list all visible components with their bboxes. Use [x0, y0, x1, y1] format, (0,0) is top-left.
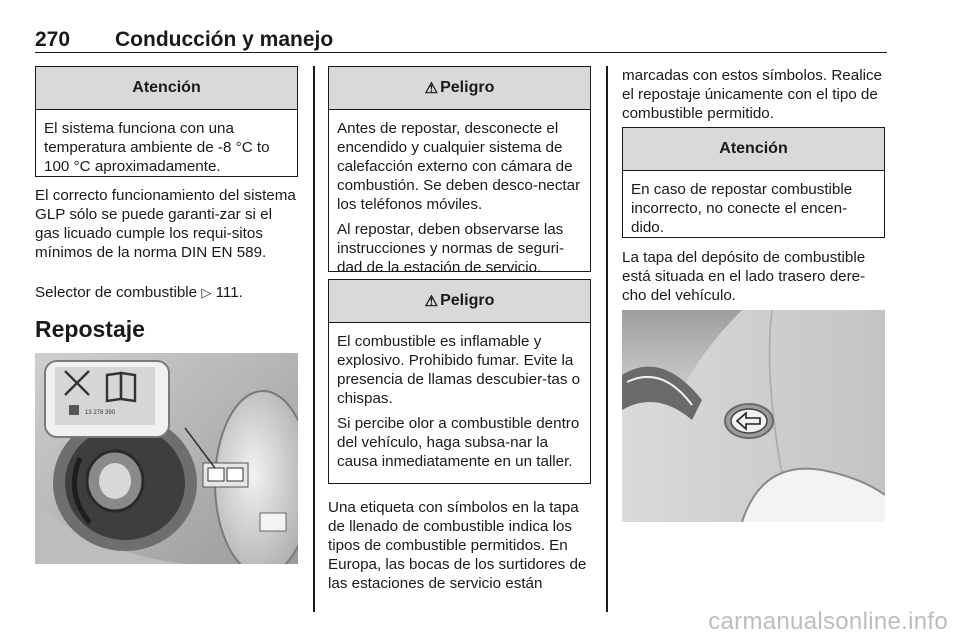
vehicle-rear-illustration: [622, 310, 885, 522]
paragraph: El correcto funcionamiento del sistema GLP sólo se puede garanti-zar si el gas licuado cumple los requi-sitos mínimos de la norma DIN EN 589.: [35, 187, 296, 261]
danger-title: ⚠ Peligro: [329, 67, 590, 110]
paragraph: marcadas con estos símbolos. Realice el repostaje únicamente con el tipo de combustible permitido.: [622, 67, 882, 122]
section-heading: Repostaje: [35, 316, 145, 342]
danger-text: Antes de repostar, desconecte el encendido y cualquier sistema de calefacción externo con cámara de combustión. Se deben desco-nectar los teléfonos móviles.: [337, 120, 581, 213]
danger-text: Si percibe olor a combustible dentro del vehículo, haga subsa-nar la causa inmediatamente en un taller.: [337, 415, 580, 470]
column-divider: [313, 66, 315, 612]
danger-box: [328, 66, 591, 276]
paragraph: Una etiqueta con símbolos en la tapa de llenado de combustible indica los tipos de combustible permitidos. En Europa, las bocas de los surtidores de las estaciones de servicio están: [328, 499, 587, 592]
label-code: 13 278 390: [85, 410, 116, 416]
cross-reference: [35, 283, 300, 302]
notice-title: Atención: [623, 128, 884, 171]
xref-text: Selector de combustible: [35, 284, 198, 301]
notice-box: [622, 127, 885, 238]
notice-box: [35, 66, 298, 177]
page-header: [35, 28, 887, 53]
notice-title: Atención: [36, 67, 297, 110]
warning-icon: ⚠: [424, 80, 439, 97]
warning-icon: ⚠: [424, 293, 439, 310]
notice-text: El sistema funciona con una temperatura ambiente de -8 °C to 100 °C aproximadamente.: [44, 120, 270, 175]
danger-box: [328, 279, 591, 484]
danger-title: ⚠ Peligro: [329, 280, 590, 323]
danger-text: Al repostar, deben observarse las instrucciones y normas de seguri-dad de la estación de servicio.: [337, 221, 565, 276]
fuel-filler-flap-illustration: [35, 353, 298, 564]
paragraph: La tapa del depósito de combustible está situada en el lado trasero dere-cho del vehículo.: [622, 249, 866, 304]
chapter-title: Conducción y manejo: [115, 28, 334, 51]
page-number: 270: [35, 28, 71, 51]
danger-text: El combustible es inflamable y explosivo. Prohibido fumar. Evite la presencia de llamas descubier-tas o chispas.: [337, 333, 581, 407]
notice-text: En caso de repostar combustible incorrecto, no conecte el encen-dido.: [631, 181, 853, 236]
xref-page[interactable]: 111.: [215, 284, 243, 301]
watermark: carmanualsonline.info: [708, 608, 948, 635]
column-divider: [606, 66, 608, 612]
page-ref-icon: ▷: [201, 285, 212, 300]
